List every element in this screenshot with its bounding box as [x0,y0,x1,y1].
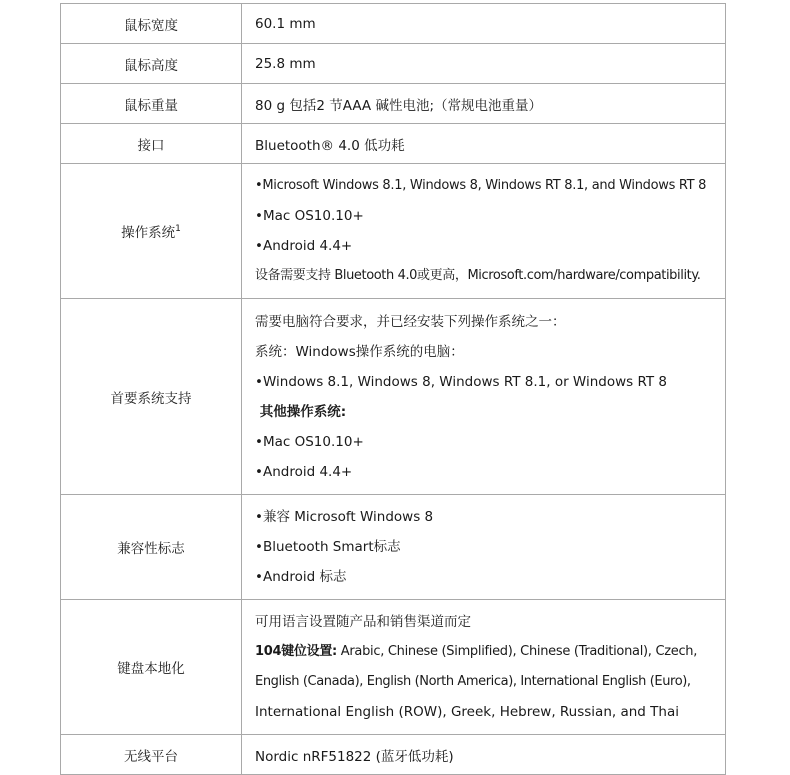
row-value: Nordic nRF51822 (蓝牙低功耗) [242,735,726,775]
value-line: 其他操作系统: [255,403,347,420]
table-row [61,84,726,124]
value-line: •Microsoft Windows 8.1, Windows 8, Windows RT 8.1, and Windows RT 8 [255,178,707,193]
value-line: 设备需要支持 Bluetooth 4.0或更高，Microsoft.com/hardware/compatibility. [255,268,701,283]
row-label: 兼容性标志 [61,495,242,600]
value-line: English (Canada), English (North America), International English (Euro), [255,674,691,689]
table-row [61,299,726,495]
row-value: 80 g 包括2 节AAA 碱性电池;（常规电池重量） [242,84,726,124]
row-label: 鼠标重量 [61,84,242,124]
value-line: 系统：Windows操作系统的电脑： [255,343,464,360]
value-line: •Android 4.4+ [255,238,353,254]
row-label: 鼠标高度 [61,44,242,84]
value-bold-prefix: 104键位设置: [255,644,337,659]
table-row [61,124,726,164]
row-label [61,164,242,299]
row-value: 25.8 mm [242,44,726,84]
row-value [242,600,726,735]
value-line: •兼容 Microsoft Windows 8 [255,509,434,525]
value-line: International English (ROW), Greek, Hebrew, Russian, and Thai [255,704,679,720]
table-row [61,4,726,44]
value-line: •Mac OS10.10+ [255,208,364,224]
value-line: •Mac OS10.10+ [255,433,364,450]
row-label: 首要系统支持 [61,299,242,495]
table-row [61,164,726,299]
table-row [61,495,726,600]
value-line: •Android 4.4+ [255,463,353,480]
row-value: 60.1 mm [242,4,726,44]
row-value [242,299,726,495]
row-label: 键盘本地化 [61,600,242,735]
value-text: Arabic, Chinese (Simplified), Chinese (Traditional), Czech, [340,644,698,659]
row-value: Bluetooth® 4.0 低功耗 [242,124,726,164]
value-line: •Windows 8.1, Windows 8, Windows RT 8.1, or Windows RT 8 [255,373,668,390]
spec-table [60,3,726,775]
value-line: •Android 标志 [255,569,347,585]
row-value [242,495,726,600]
table-row [61,44,726,84]
footnote-marker: 1 [175,224,181,234]
table-row [61,735,726,775]
row-value [242,164,726,299]
value-line: 需要电脑符合要求，并已经安装下列操作系统之一： [255,313,566,330]
row-label: 无线平台 [61,735,242,775]
value-line: •Bluetooth Smart标志 [255,539,401,555]
value-line: 可用语言设置随产品和销售渠道而定 [255,614,471,630]
row-label: 鼠标宽度 [61,4,242,44]
row-label: 接口 [61,124,242,164]
row-label-text: 操作系统 [121,225,176,241]
value-line [255,637,725,667]
table-row [61,600,726,735]
